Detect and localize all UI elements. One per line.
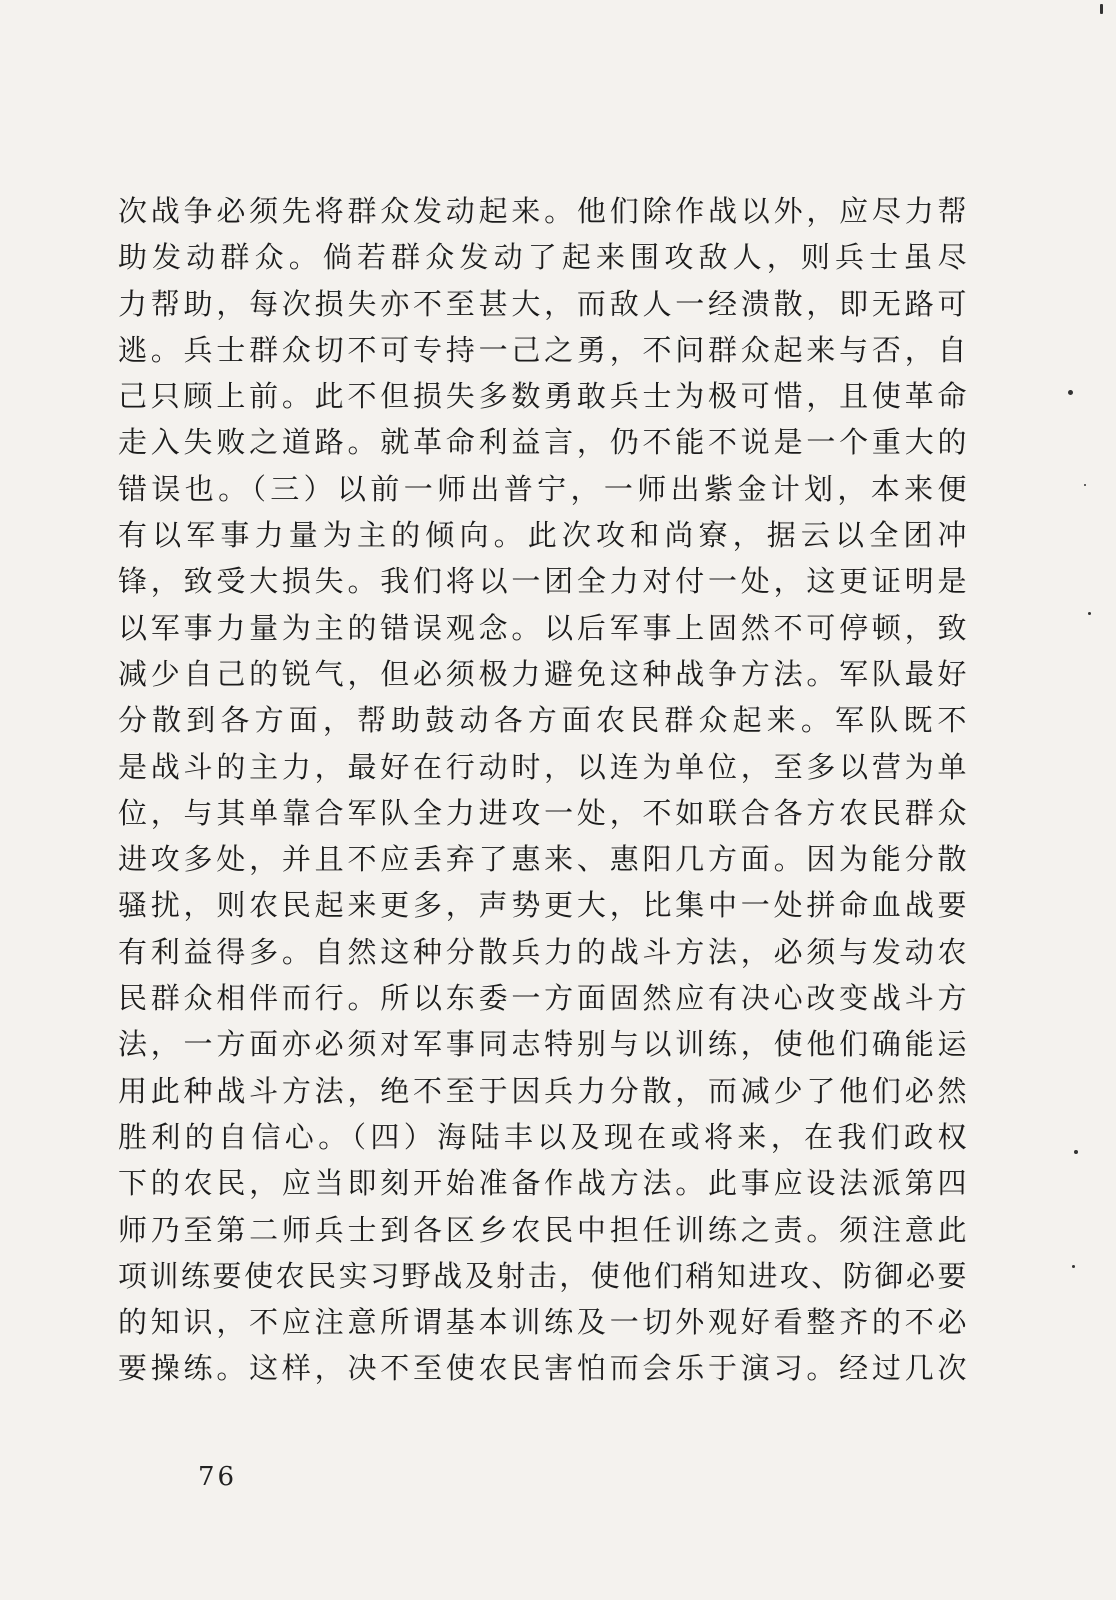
text-line-6: 走入失败之道路。就革命利益言，仍不能不说是一个重大的 bbox=[118, 425, 968, 460]
text-line-7: 错误也。（三）以前一师出普宁，一师出紫金计划，本来便 bbox=[118, 471, 968, 506]
text-line-18: 民群众相伴而行。所以东委一方面固然应有决心改变战斗方 bbox=[118, 981, 968, 1016]
text-line-15: 进攻多处，并且不应丢弃了惠来、惠阳几方面。因为能分散 bbox=[118, 842, 968, 877]
text-line-17: 有利益得多。自然这种分散兵力的战斗方法，必须与发动农 bbox=[118, 934, 968, 969]
text-line-13: 是战斗的主力，最好在行动时，以连为单位，至多以营为单 bbox=[118, 749, 968, 784]
text-line-11: 减少自己的锐气，但必须极力避免这种战争方法。军队最好 bbox=[118, 656, 968, 691]
body-text bbox=[118, 188, 968, 1392]
text-line-19: 法，一方面亦必须对军事同志特别与以训练，使他们确能运 bbox=[118, 1027, 968, 1062]
text-line-24: 项训练要使农民实习野战及射击，使他们稍知进攻、防御必要 bbox=[118, 1258, 968, 1293]
text-line-10: 以军事力量为主的错误观念。以后军事上固然不可停顿，致 bbox=[118, 610, 968, 645]
text-line-12: 分散到各方面，帮助鼓动各方面农民群众起来。军队既不 bbox=[118, 703, 968, 738]
text-line-21: 胜利的自信心。（四）海陆丰以及现在或将来，在我们政权 bbox=[118, 1119, 968, 1154]
text-line-23: 师乃至第二师兵士到各区乡农民中担任训练之责。须注意此 bbox=[118, 1212, 968, 1247]
text-line-16: 骚扰，则农民起来更多，声势更大，比集中一处拼命血战要 bbox=[118, 888, 968, 923]
text-line-25: 的知识，不应注意所谓基本训练及一切外观好看整齐的不必 bbox=[118, 1305, 968, 1340]
text-line-20: 用此种战斗方法，绝不至于因兵力分散，而减少了他们必然 bbox=[118, 1073, 968, 1108]
text-line-1: 次战争必须先将群众发动起来。他们除作战以外，应尽力帮 bbox=[118, 194, 968, 228]
scan-speck bbox=[1072, 1265, 1075, 1268]
scan-speck bbox=[1084, 484, 1086, 486]
scan-speck bbox=[1068, 390, 1073, 395]
page-number: 76 bbox=[198, 1462, 238, 1492]
text-line-3: 力帮助，每次损失亦不至甚大，而敌人一经溃散，即无路可 bbox=[118, 286, 968, 321]
text-line-4: 逃。兵士群众切不可专持一己之勇，不问群众起来与否，自 bbox=[118, 332, 968, 367]
text-line-14: 位，与其单靠合军队全力进攻一处，不如联合各方农民群众 bbox=[118, 795, 968, 830]
text-line-2: 助发动群众。倘若群众发动了起来围攻敌人，则兵士虽尽 bbox=[118, 240, 968, 275]
scan-speck bbox=[1100, 4, 1103, 14]
scan-speck bbox=[1074, 1150, 1078, 1154]
scan-speck bbox=[1088, 612, 1091, 615]
text-line-5: 己只顾上前。此不但损失多数勇敢兵士为极可惜，且使革命 bbox=[118, 379, 968, 414]
text-line-22: 下的农民，应当即刻开始准备作战方法。此事应设法派第四 bbox=[118, 1166, 968, 1201]
text-line-8: 有以军事力量为主的倾向。此次攻和尚寮，据云以全团冲 bbox=[118, 518, 968, 553]
text-line-9: 锋，致受大损失。我们将以一团全力对付一处，这更证明是 bbox=[118, 564, 968, 599]
text-line-26: 要操练。这样，决不至使农民害怕而会乐于演习。经过几次 bbox=[118, 1351, 968, 1386]
